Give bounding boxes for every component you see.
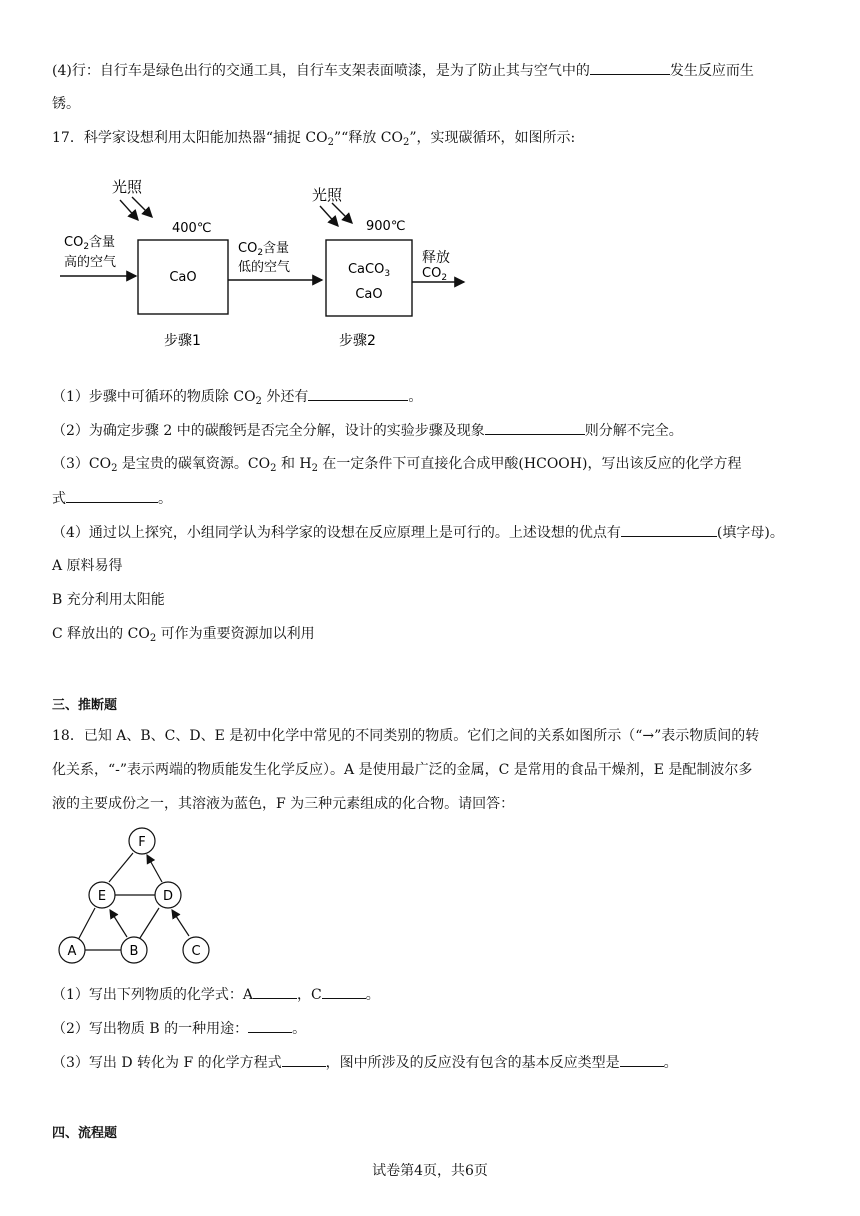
q17-part1: （1）步骤中可循环的物质除 $CO_2$ 外还有 。	[52, 386, 422, 407]
light-arrow-1b	[132, 197, 152, 217]
step1-label: 步骤1	[164, 333, 201, 349]
node-e	[89, 882, 115, 908]
temp-label-1: 400℃	[172, 221, 212, 236]
answer-blank[interactable]	[590, 60, 670, 75]
svg-text:A: A	[67, 944, 77, 959]
q17-part3-line2: 式 。	[52, 488, 172, 509]
node-f	[129, 828, 155, 854]
step2-label: 步骤2	[339, 333, 376, 349]
arrow-c-to-d	[172, 910, 189, 936]
q18-part1: （1）写出下列物质的化学式：A ，C 。	[52, 984, 380, 1005]
svg-text:释放: 释放	[422, 250, 450, 266]
svg-text:CaO: CaO	[355, 287, 383, 302]
svg-text:CaCO3: CaCO$_3$	[347, 262, 391, 279]
svg-text:F: F	[138, 835, 146, 850]
svg-text:C: C	[191, 944, 201, 959]
answer-blank[interactable]	[66, 488, 158, 503]
arrow-b-to-e	[110, 910, 127, 937]
edge-a-e	[78, 908, 95, 940]
q17-option-a: A 原料易得	[52, 558, 123, 574]
answer-blank[interactable]	[621, 522, 717, 537]
q17-option-b: B 充分利用太阳能	[52, 592, 165, 608]
q17-stem: 17．科学家设想利用太阳能加热器“捕捉 $CO_2”“$释放 $CO_2$”，实现碳循环，如图所示:	[52, 130, 576, 148]
node-c	[183, 937, 209, 963]
temp-label-2: 900℃	[366, 219, 406, 234]
svg-text:高的空气: 高的空气	[64, 255, 117, 270]
svg-text:B: B	[129, 944, 139, 959]
svg-text:CO2含量: $CO_2$含量	[64, 235, 116, 252]
q18-part3: （3）写出 D 转化为 F 的化学方程式 ，图中所涉及的反应没有包含的基本反应类型是 。	[52, 1052, 678, 1073]
answer-blank[interactable]	[253, 984, 297, 999]
q16-part4-line2: 锈。	[52, 96, 80, 112]
answer-blank[interactable]	[282, 1052, 326, 1067]
page-footer: 试卷第4页，共6页	[372, 1163, 488, 1179]
light-arrow-1a	[120, 200, 138, 220]
light-arrow-2a	[320, 206, 338, 226]
q17-option-c: C 释放出的 $CO_2$ 可作为重要资源加以利用	[52, 626, 315, 644]
carbon-cycle-diagram	[52, 170, 492, 360]
section3-title: 三、推断题	[52, 698, 118, 713]
node-b	[121, 937, 147, 963]
edge-e-f	[109, 853, 133, 882]
step2-box	[326, 240, 412, 316]
answer-blank[interactable]	[322, 984, 366, 999]
svg-text:CO2: $CO_2$	[422, 266, 448, 283]
q16-part4-line1: (4)行：自行车是绿色出行的交通工具，自行车支架表面喷漆，是为了防止其与空气中的 发生反应而生	[52, 60, 754, 81]
edge-b-d	[140, 908, 159, 938]
svg-text:CO2含量: $CO_2$含量	[238, 241, 290, 258]
section4-title: 四、流程题	[52, 1126, 118, 1141]
box1-label: CaO	[169, 270, 197, 285]
svg-text:低的空气: 低的空气	[238, 260, 291, 275]
q18-stem-line1: 18．已知 A、B、C、D、E 是初中化学中常见的不同类别的物质。它们之间的关系如图所示（“→”表示物质间的转	[52, 728, 760, 744]
light-label-1: 光照	[112, 178, 143, 196]
light-arrow-2b	[332, 203, 352, 223]
node-d	[155, 882, 181, 908]
light-label-2: 光照	[312, 186, 343, 204]
svg-text:D: D	[162, 889, 174, 904]
answer-blank[interactable]	[308, 386, 408, 401]
answer-blank[interactable]	[485, 420, 585, 435]
svg-text:E: E	[97, 889, 107, 904]
q18-part2: （2）写出物质 B 的一种用途： 。	[52, 1018, 306, 1039]
answer-blank[interactable]	[620, 1052, 664, 1067]
q18-stem-line3: 液的主要成份之一，其溶液为蓝色，F 为三种元素组成的化合物。请回答：	[52, 796, 515, 812]
q17-part4: （4）通过以上探究，小组同学认为科学家的设想在反应原理上是可行的。上述设想的优点有 (填字母)。	[52, 522, 784, 543]
q17-part3-line1: $(3)CO_2$ 是宝贵的碳氧资源。$CO_2$ 和 $H_2$ 在一定条件下可直接化合成甲酸(HCOOH)，写出该反应的化学方程	[52, 456, 742, 474]
substance-relation-diagram	[54, 826, 218, 972]
answer-blank[interactable]	[248, 1018, 292, 1033]
q17-part2: （2）为确定步骤 2 中的碳酸钙是否完全分解，设计的实验步骤及现象 则分解不完全。	[52, 420, 683, 441]
node-a	[59, 937, 85, 963]
q18-stem-line2: 化关系，“-”表示两端的物质能发生化学反应）。A 是使用最广泛的金属，C 是常用的食品干燥剂，E 是配制波尔多	[52, 762, 753, 778]
arrow-d-to-f	[147, 855, 162, 882]
